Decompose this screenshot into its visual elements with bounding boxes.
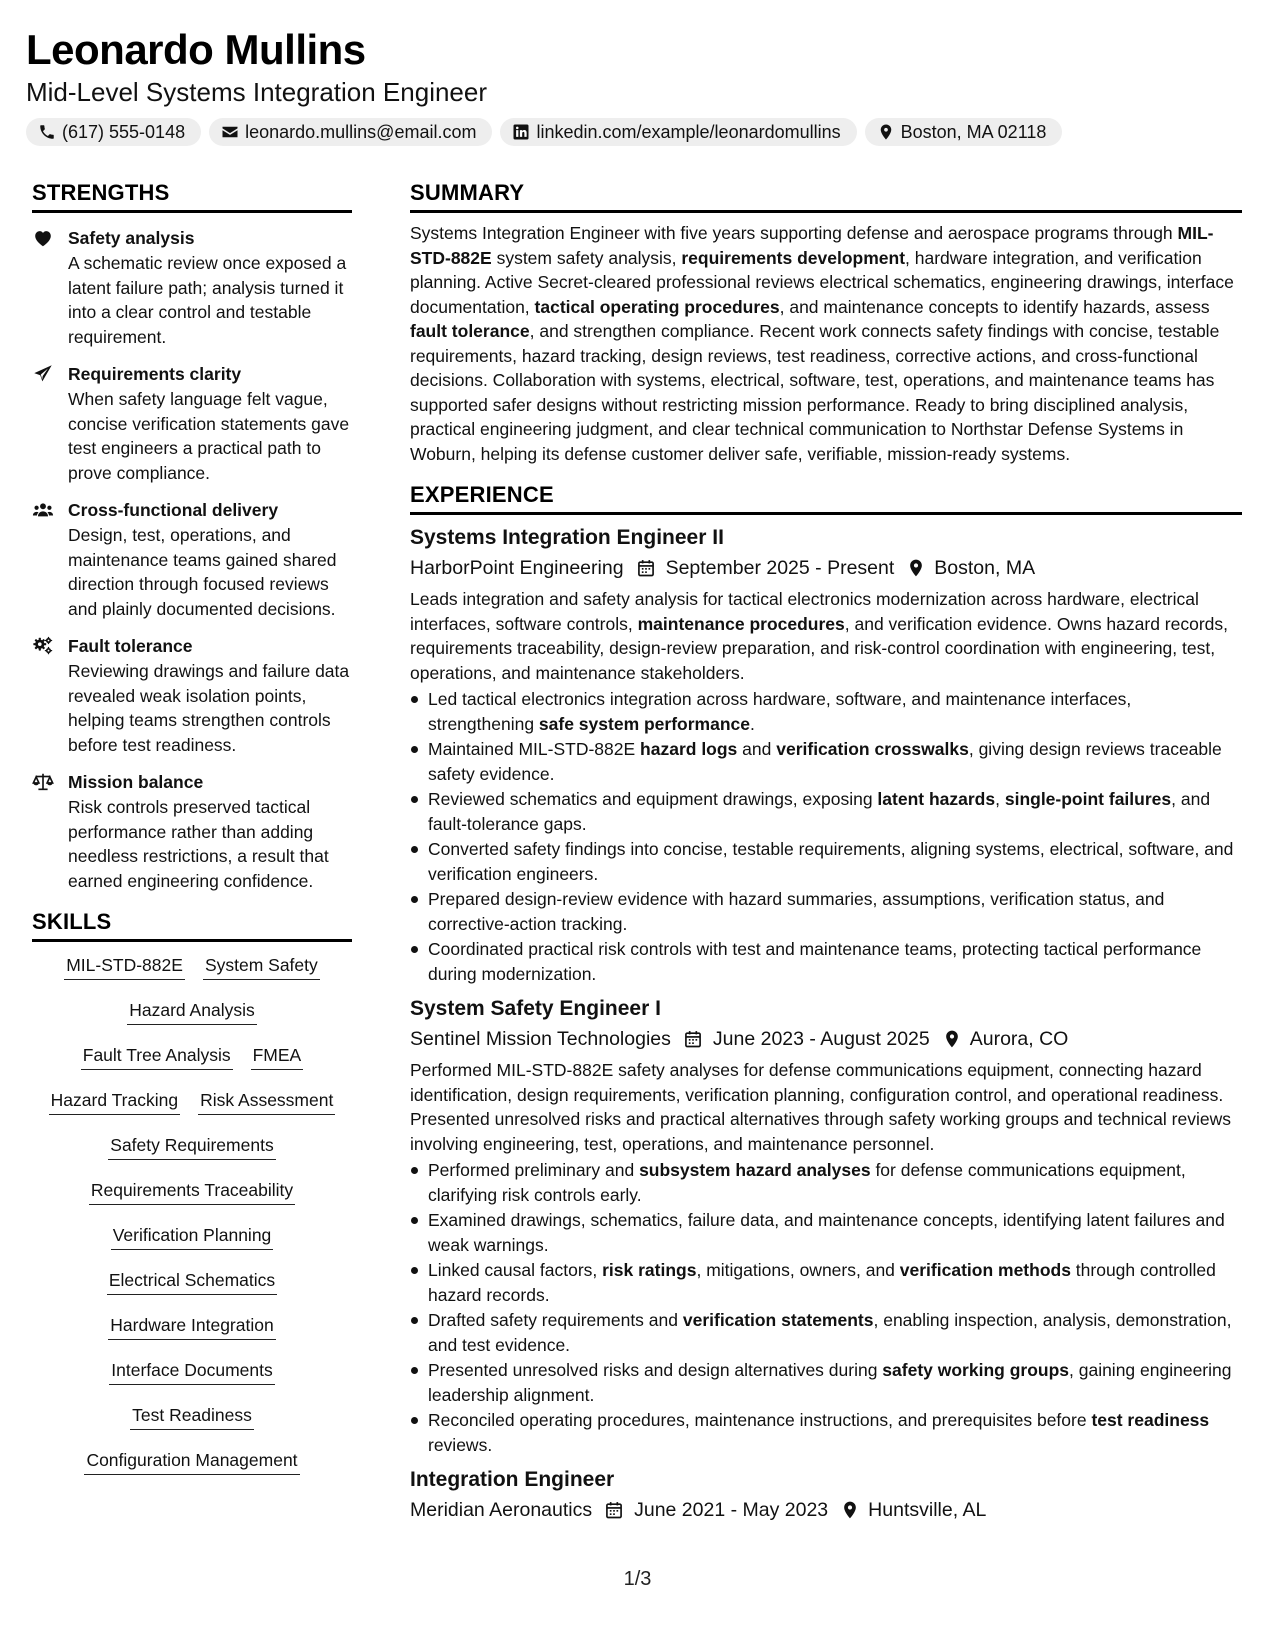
job-meta: [410, 1495, 1242, 1525]
bold-keyword: single-point failures: [1004, 789, 1172, 809]
contact-email[interactable]: [209, 118, 492, 146]
bold-keyword: maintenance procedures: [637, 613, 845, 634]
experience-heading: EXPERIENCE: [410, 480, 1242, 515]
contact-linkedin[interactable]: [500, 118, 856, 146]
strength-item: [32, 361, 352, 485]
skill-tag: Electrical Schematics: [107, 1267, 277, 1295]
bullet-item: Reconciled operating procedures, maintenance instructions, and prerequisites before test readiness reviews.: [410, 1408, 1242, 1457]
right-column: [410, 178, 1242, 1525]
bullet-item: Prepared design-review evidence with hazard summaries, assumptions, verification status, and corrective-action tracking.: [410, 887, 1242, 936]
bullet-item: Coordinated practical risk controls with test and maintenance teams, protecting tactical performance during modernization.: [410, 937, 1242, 986]
candidate-name: Leonardo Mullins: [26, 26, 366, 73]
job-dates: September 2025 - Present: [665, 557, 895, 579]
contact-phone-text: (617) 555-0148: [62, 121, 186, 142]
job-location: Aurora, CO: [969, 1028, 1069, 1050]
skills-list: [32, 952, 352, 1492]
calendar-icon: [683, 1029, 703, 1049]
bold-keyword: subsystem hazard analyses: [639, 1160, 871, 1180]
contact-bar: [26, 118, 1251, 146]
skill-row: [64, 952, 320, 997]
skill-row: [130, 1402, 254, 1447]
candidate-title: Mid-Level Systems Integration Engineer: [26, 77, 488, 107]
map-pin-icon: [877, 123, 895, 141]
strength-title: Mission balance: [68, 772, 204, 792]
skill-tag: MIL-STD-882E: [64, 952, 185, 980]
bold-keyword: verification statements: [682, 1310, 874, 1330]
skill-row: [89, 1177, 295, 1222]
strength-desc: Design, test, operations, and maintenance teams gained shared direction through focused reviews and plainly documented decisions.: [68, 525, 337, 619]
job-description: Performed MIL-STD-882E safety analyses for defense communications equipment, connecting hazard identification, design requirements, verification planning, configuration control, and operational readiness. Presented unresolved risks and practical alternatives through safety working groups and technical reviews involving engineering, test, operations, and maintenance personnel.: [410, 1060, 1231, 1154]
job-bullets: [410, 1158, 1242, 1457]
job-dates: June 2021 - May 2023: [634, 1499, 829, 1521]
job-title: System Safety Engineer I: [410, 997, 661, 1020]
bold-keyword: MIL-STD-882E: [410, 223, 1214, 268]
gears-icon: [32, 635, 54, 657]
contact-phone[interactable]: [26, 118, 201, 146]
contact-location: [865, 118, 1063, 146]
job-location: Boston, MA: [934, 557, 1036, 579]
job-title: Systems Integration Engineer II: [410, 526, 724, 549]
strength-item: [32, 633, 352, 757]
job-dates: June 2023 - August 2025: [712, 1028, 930, 1050]
skill-row: [108, 1312, 275, 1357]
paper-plane-icon: [32, 363, 54, 385]
strength-title: Cross-functional delivery: [68, 500, 279, 520]
bold-keyword: risk ratings: [602, 1260, 697, 1280]
bold-keyword: hazard logs: [640, 739, 738, 759]
strength-title: Requirements clarity: [68, 364, 242, 384]
skill-tag: Hazard Analysis: [127, 997, 256, 1025]
bullet-item: Performed preliminary and subsystem hazard analyses for defense communications equipment, clarifying risk controls early.: [410, 1158, 1242, 1207]
job-company: Sentinel Mission Technologies: [410, 1028, 671, 1050]
skill-tag: System Safety: [203, 952, 320, 980]
job-meta: [410, 553, 1242, 583]
strength-item: [32, 225, 352, 349]
bullet-item: Presented unresolved risks and design alternatives during safety working groups, gaining engineering leadership alignment.: [410, 1358, 1242, 1407]
heart-icon: [32, 227, 54, 249]
skill-tag: Fault Tree Analysis: [81, 1042, 233, 1070]
job-bullets: [410, 687, 1242, 986]
job-entry: [410, 994, 1242, 1457]
strength-desc: When safety language felt vague, concise verification statements gave test engineers a practical path to prove compliance.: [68, 389, 350, 483]
skill-tag: Test Readiness: [130, 1402, 254, 1430]
strength-desc: A schematic review once exposed a latent failure path; analysis turned it into a clear control and testable requirement.: [68, 253, 347, 347]
strength-item: [32, 769, 352, 893]
left-column: [32, 178, 352, 1492]
strengths-heading: STRENGTHS: [32, 178, 352, 213]
bullet-item: Examined drawings, schematics, failure data, and maintenance concepts, identifying latent failures and weak warnings.: [410, 1208, 1242, 1257]
contact-email-text: leonardo.mullins@email.com: [245, 121, 477, 142]
bullet-item: Drafted safety requirements and verification statements, enabling inspection, analysis, demonstration, and test evidence.: [410, 1308, 1242, 1357]
bold-keyword: latent hazards: [877, 789, 996, 809]
page-number: 1/3: [623, 1568, 652, 1590]
skill-row: [127, 997, 256, 1042]
strength-desc: Risk controls preserved tactical performance rather than adding needless restrictions, a result that earned engineering confidence.: [68, 797, 329, 891]
skill-row: [111, 1222, 274, 1267]
job-company: Meridian Aeronautics: [410, 1499, 593, 1521]
map-pin-icon: [942, 1029, 962, 1049]
skill-row: [109, 1357, 274, 1402]
bullet-item: Linked causal factors, risk ratings, mitigations, owners, and verification methods through controlled hazard records.: [410, 1258, 1242, 1307]
experience-list: [410, 523, 1242, 1525]
envelope-icon: [221, 123, 239, 141]
linkedin-icon: [512, 123, 530, 141]
skill-tag: Requirements Traceability: [89, 1177, 295, 1205]
map-pin-icon: [906, 558, 926, 578]
bullet-item: Reviewed schematics and equipment drawings, exposing latent hazards, single-point failures, and fault-tolerance gaps.: [410, 787, 1242, 836]
scale-icon: [32, 771, 54, 793]
skill-tag: Verification Planning: [111, 1222, 274, 1250]
strength-item: [32, 497, 352, 621]
map-pin-icon: [840, 1500, 860, 1520]
job-company: HarborPoint Engineering: [410, 557, 624, 579]
skill-row: [81, 1042, 303, 1087]
phone-icon: [38, 123, 56, 141]
summary-heading: SUMMARY: [410, 178, 1242, 213]
skill-tag: Interface Documents: [109, 1357, 274, 1385]
skill-tag: Risk Assessment: [198, 1087, 335, 1115]
skill-row: [84, 1447, 299, 1492]
job-location: Huntsville, AL: [868, 1499, 987, 1521]
summary-text: Systems Integration Engineer with five years supporting defense and aerospace programs through MIL-STD-882E system safety analysis, requirements development, hardware integration, and verification planning. Active Secret-cleared professional reviews electrical schematics, engineering drawings, interface documentation, tactical operating procedures, and maintenance concepts to identify hazards, assess fault tolerance, and strengthen compliance. Recent work connects safety findings with concise, testable requirements, hazard tracking, design reviews, test readiness, corrective actions, and cross-functional decisions. Collaboration with systems, electrical, software, test, operations, and maintenance teams has supported safer designs without restricting mission performance. Ready to bring disciplined analysis, practical engineering judgment, and clear technical communication to Northstar Defense Systems in Woburn, helping its defense customer deliver safe, verifiable, mission-ready systems.: [410, 223, 1234, 464]
bold-keyword: tactical operating procedures: [534, 296, 780, 317]
bold-keyword: fault tolerance: [410, 321, 530, 341]
strength-title: Fault tolerance: [68, 636, 193, 656]
skill-tag: Configuration Management: [84, 1447, 299, 1475]
strength-desc: Reviewing drawings and failure data revealed weak isolation points, helping teams strengthen controls before test readiness.: [68, 661, 350, 755]
job-meta: [410, 1024, 1242, 1054]
strengths-list: [32, 225, 352, 893]
skill-row: [108, 1132, 275, 1177]
contact-linkedin-text: linkedin.com/example/leonardomullins: [536, 121, 841, 142]
calendar-icon: [604, 1500, 624, 1520]
skills-heading: SKILLS: [32, 907, 352, 942]
bullet-item: Maintained MIL-STD-882E hazard logs and verification crosswalks, giving design reviews traceable safety evidence.: [410, 737, 1242, 786]
skill-tag: Safety Requirements: [108, 1132, 275, 1160]
job-title: Integration Engineer: [410, 1468, 615, 1491]
calendar-icon: [636, 558, 656, 578]
job-entry: [410, 1465, 1242, 1525]
job-description: Leads integration and safety analysis for tactical electronics modernization across hardware, electrical interfaces, software controls, maintenance procedures, and verification evidence. Owns hazard records, requirements traceability, design-review preparation, and risk-control coordination with engineering, test, operations, and maintenance stakeholders.: [410, 589, 1229, 683]
bold-keyword: safety working groups: [882, 1360, 1069, 1380]
users-icon: [32, 499, 54, 521]
resume-header: [26, 26, 1251, 146]
bullet-item: Led tactical electronics integration across hardware, software, and maintenance interfaces, strengthening safe system performance.: [410, 687, 1242, 736]
skill-row: [107, 1267, 277, 1312]
bold-keyword: verification methods: [899, 1260, 1071, 1280]
bold-keyword: verification crosswalks: [776, 739, 969, 759]
skill-tag: Hardware Integration: [108, 1312, 275, 1340]
skill-row: [49, 1087, 336, 1132]
bullet-item: Converted safety findings into concise, testable requirements, aligning systems, electrical, software, and verification engineers.: [410, 837, 1242, 886]
skill-tag: Hazard Tracking: [49, 1087, 180, 1115]
strength-title: Safety analysis: [68, 228, 195, 248]
bold-keyword: test readiness: [1091, 1410, 1210, 1430]
job-entry: [410, 523, 1242, 986]
contact-location-text: Boston, MA 02118: [900, 121, 1047, 142]
bold-keyword: requirements development: [681, 247, 906, 268]
skill-tag: FMEA: [251, 1042, 304, 1070]
bold-keyword: safe system performance: [538, 713, 750, 734]
